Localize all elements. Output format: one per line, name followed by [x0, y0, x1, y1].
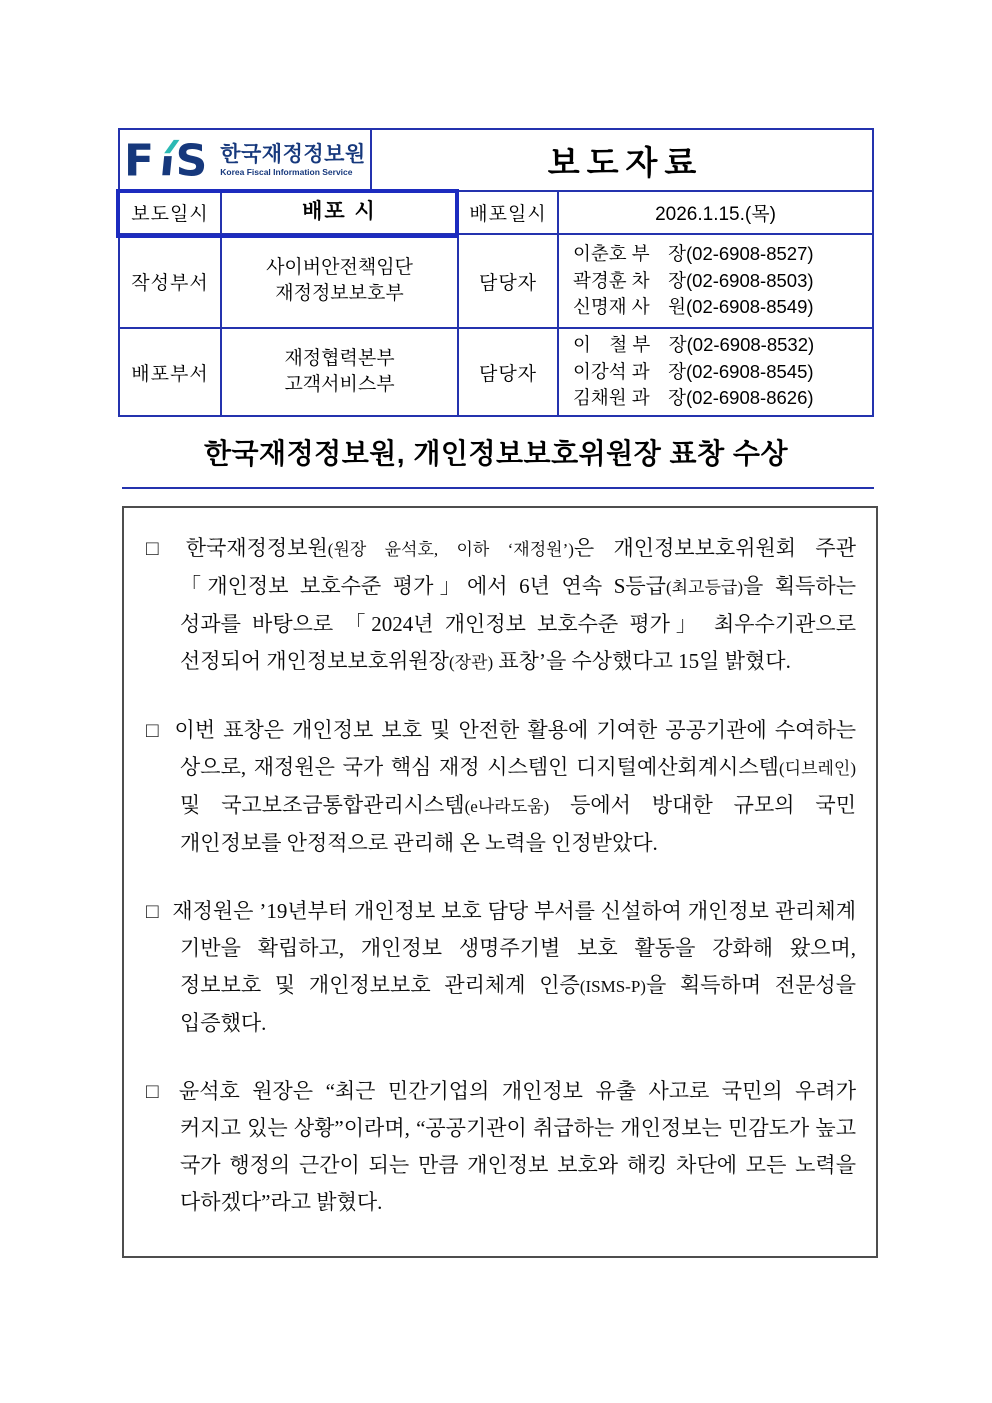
author-dept-value [220, 235, 457, 327]
author-dept-line2: 재정정보보호부 [275, 283, 404, 304]
paragraph [146, 530, 856, 681]
author-dept-label: 작성부서 [131, 272, 209, 294]
header-row-title [120, 130, 872, 190]
square-bullet-icon: □ [146, 719, 162, 742]
dist-dept-line2: 고객서비스부 [284, 374, 395, 395]
distribution-date-label: 배포일시 [457, 192, 557, 233]
dist-contact-list [557, 329, 872, 415]
svg-text:F: F [124, 136, 155, 184]
distribution-date-value: 2026.1.15.(목) [557, 192, 872, 233]
contact-line: 이춘호 부 장(02-6908-8527) [573, 242, 814, 264]
paragraph-text: 윤석호 원장은 “최근 민간기업의 개인정보 유출 사고로 국민의 우려가 커지고 있는 상황”이라며, “공공기관이 취급하는 개인정보는 민감도가 높고 국가 행정의 근간이 되는 만큼 개인정보 보호와 해킹 차단에 모든 노력을 다하겠다”라고 밝혔다. [178, 1079, 856, 1214]
header-table [118, 128, 874, 417]
body-text-box [122, 506, 878, 1258]
contact-line: 곽경훈 차 장(02-6908-8503) [573, 269, 814, 291]
header-row-author-dept [120, 233, 872, 327]
header-row-dates [120, 190, 872, 233]
author-dept-line1: 사이버안전책임단 [266, 257, 413, 279]
header-row-dist-dept [120, 327, 872, 415]
release-time-value: 배포 시 [220, 192, 457, 233]
paragraph [146, 1073, 856, 1221]
paragraph-text: 한국재정정보원(원장 윤석호, 이하 ‘재정원’)은 개인정보보호위원회 주관 「개인정보 보호수준 평가」에서 6년 연속 S등급(최고등급)을 획득하는 성과를 바탕으로 「2024년 개인정보 보호수준 평가」 최우수기관으로 선정되어 개인정보보호위원장(장관) 표창’을 수상했다고 15일 밝혔다. [180, 536, 856, 673]
contact-line: 김채원 과 장(02-6908-8626) [573, 387, 814, 409]
org-logo [120, 130, 370, 190]
paragraph-text: 재정원은 ’19년부터 개인정보 보호 담당 부서를 신설하여 개인정보 관리체계 기반을 확립하고, 개인정보 생명주기별 보호 활동을 강화해 왔으며, 정보보호 및 개인정보보호 관리체계 인증(ISMS-P)을 획득하며 전문성을 입증했다. [172, 899, 856, 1035]
org-name-english: Korea Fiscal Information Service [220, 166, 353, 177]
square-bullet-icon: □ [146, 537, 173, 560]
contact-line: 이강석 과 장(02-6908-8545) [573, 360, 814, 382]
headline: 한국재정정보원, 개인정보보호위원장 표창 수상 [203, 438, 789, 469]
square-bullet-icon: □ [146, 1080, 166, 1103]
dist-dept-line1: 재정협력본부 [284, 348, 395, 370]
dist-dept-label: 배포부서 [131, 363, 209, 385]
document-type-title: 보도자료 [370, 130, 872, 190]
paragraph [146, 893, 856, 1042]
fis-logo-icon [124, 136, 212, 184]
square-bullet-icon: □ [146, 900, 160, 923]
paragraph [146, 712, 856, 862]
contact-line: 신명재 사 원(02-6908-8549) [573, 296, 814, 318]
dist-dept-value [220, 329, 457, 415]
contact-line: 이 철 부 장(02-6908-8532) [573, 333, 815, 355]
author-contact-list [557, 235, 872, 327]
author-contact-label: 담당자 [457, 235, 557, 327]
dist-contact-label: 담당자 [457, 329, 557, 415]
org-logo-text [220, 144, 366, 177]
release-time-label: 보도일시 [131, 204, 209, 225]
paragraph-text: 이번 표창은 개인정보 보호 및 안전한 활용에 기여한 공공기관에 수여하는 상으로, 재정원은 국가 핵심 재정 시스템인 디지털예산회계시스템(디브레인) 및 국고보조금통합관리시스템(e나라도움) 등에서 방대한 규모의 국민 개인정보를 안정적으로 관리해 온 노력을 인정받았다. [174, 718, 857, 855]
org-name-korean: 한국재정정보원 [220, 142, 366, 166]
headline-underline [122, 487, 874, 489]
svg-text:S: S [175, 136, 208, 184]
